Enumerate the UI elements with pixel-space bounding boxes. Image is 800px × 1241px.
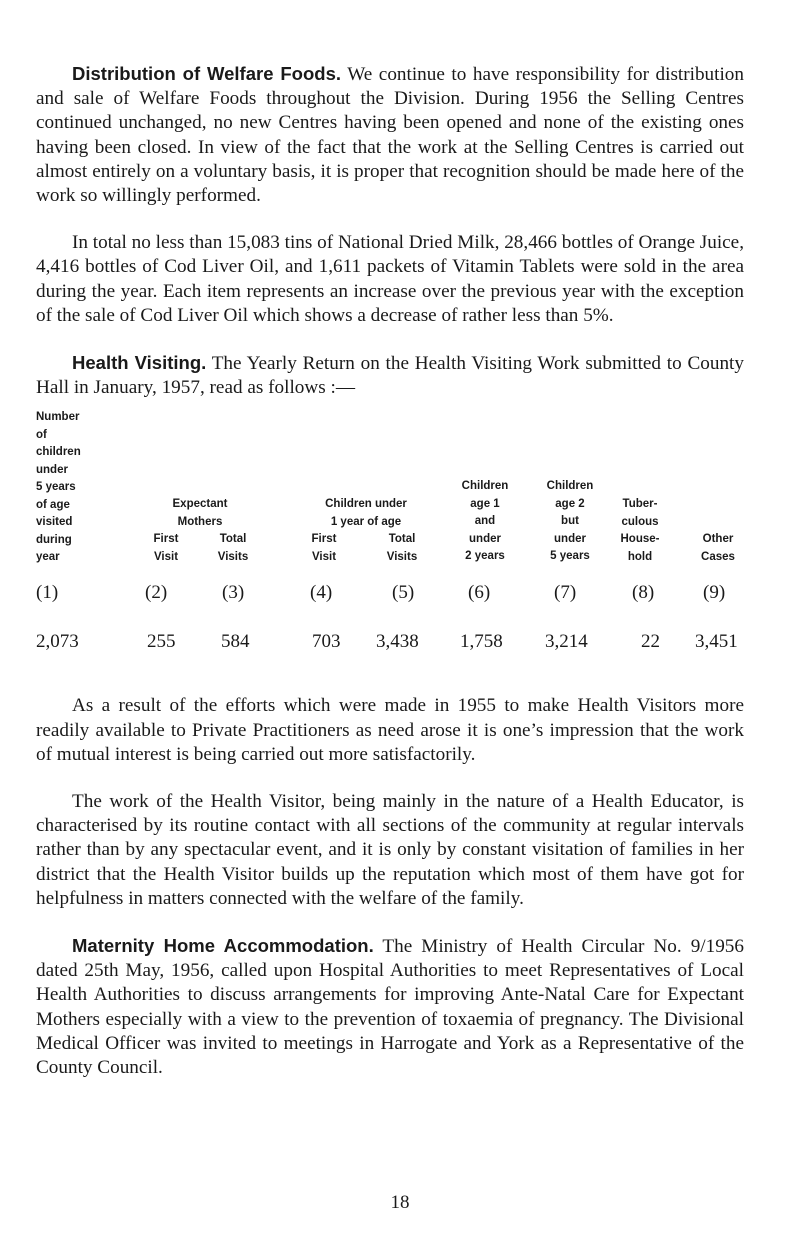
colnum-6: (6)	[468, 582, 491, 604]
value-3: 584	[221, 631, 250, 653]
welfare-heading: Distribution of Welfare Foods.	[72, 63, 341, 84]
colnum-2: (2)	[145, 582, 168, 604]
value-5: 3,438	[376, 631, 419, 653]
health-intro: The Yearly Return on the Health Visiting Work submitted to County Hall in January, 1957, read as follows :—	[36, 353, 744, 399]
header-col7: Children age 2 but under 5 years	[546, 480, 594, 563]
header-col2: First Visit	[153, 533, 179, 563]
header-col5: Total Visits	[386, 533, 418, 563]
value-9: 3,451	[695, 631, 738, 653]
value-2: 255	[147, 631, 176, 653]
header-col4: First Visit	[311, 533, 337, 563]
value-8: 22	[641, 631, 660, 653]
colnum-3: (3)	[222, 582, 245, 604]
value-6: 1,758	[460, 631, 503, 653]
header-expectant-mothers: Expectant Mothers	[172, 498, 228, 528]
colnum-8: (8)	[632, 582, 655, 604]
header-children-under-1: Children under 1 year of age	[325, 498, 407, 528]
value-1: 2,073	[36, 631, 79, 653]
maternity-paragraph	[36, 934, 744, 1080]
colnum-5: (5)	[392, 582, 415, 604]
header-col3: Total Visits	[217, 533, 249, 563]
after-table-paragraph-2: The work of the Health Visitor, being mainly in the nature of a Health Educator, is characterised by its routine contact with all sections of the community at regular intervals rather than by any spectacular event, and it is only by constant visitation of families in her district that the Health Visitor builds up the reputation which most of them have got for helpfulness in matters connected with the welfare of the family.	[36, 791, 744, 909]
welfare-text-1: We continue to have responsibility for distribution and sale of Welfare Foods throughout the Division. During 1956 the Selling Centres continued unchanged, no new Centres having been opened and none of the existing ones having been closed. In view of the fact that the work at the Selling Centres is carried out almost entirely on a voluntary basis, it is proper that recognition should be made here of the work so willingly performed.	[36, 64, 744, 207]
value-4: 703	[312, 631, 341, 653]
value-7: 3,214	[545, 631, 588, 653]
page-body	[36, 62, 744, 1080]
health-paragraph	[36, 351, 744, 400]
page-number: 18	[390, 1192, 410, 1213]
maternity-text: The Ministry of Health Circular No. 9/1956 dated 25th May, 1956, called upon Hospital Authorities to meet Representatives of Local Health Authorities to discuss arrangements for improving Ante-Natal Care for Expectant Mothers especially with a view to the prevention of toxaemia of pregnancy. The Divisional Medical Officer was invited to meetings in Harrogate and York as a Representative of the County Council.	[36, 936, 744, 1079]
colnum-1: (1)	[36, 582, 59, 604]
welfare-paragraph-1	[36, 62, 744, 208]
maternity-heading: Maternity Home Accommodation.	[72, 935, 374, 957]
welfare-paragraph-2: In total no less than 15,083 tins of National Dried Milk, 28,466 bottles of Orange Juice, 4,416 bottles of Cod Liver Oil, and 1,611 packets of Vitamin Tablets were sold in the area during the year. Each item represents an increase over the previous year with the exception of the sale of Cod Liver Oil which shows a decrease of rather less than 5%.	[36, 232, 744, 326]
colnum-7: (7)	[554, 582, 577, 604]
health-heading: Health Visiting.	[72, 352, 207, 374]
header-col1: Number of children under 5 years of age visited during year	[36, 411, 81, 564]
header-col9: Other Cases	[701, 533, 735, 563]
colnum-9: (9)	[703, 582, 726, 604]
health-visiting-table	[36, 409, 744, 694]
colnum-4: (4)	[310, 582, 333, 604]
header-col6: Children age 1 and under 2 years	[461, 480, 509, 563]
header-col8: Tuber- culous House- hold	[620, 498, 660, 563]
after-table-paragraph-1: As a result of the efforts which were made in 1955 to make Health Visitors more readily available to Private Practitioners as need arose it is one’s impression that the work of mutual interest is being carried out more satisfactorily.	[36, 695, 744, 765]
